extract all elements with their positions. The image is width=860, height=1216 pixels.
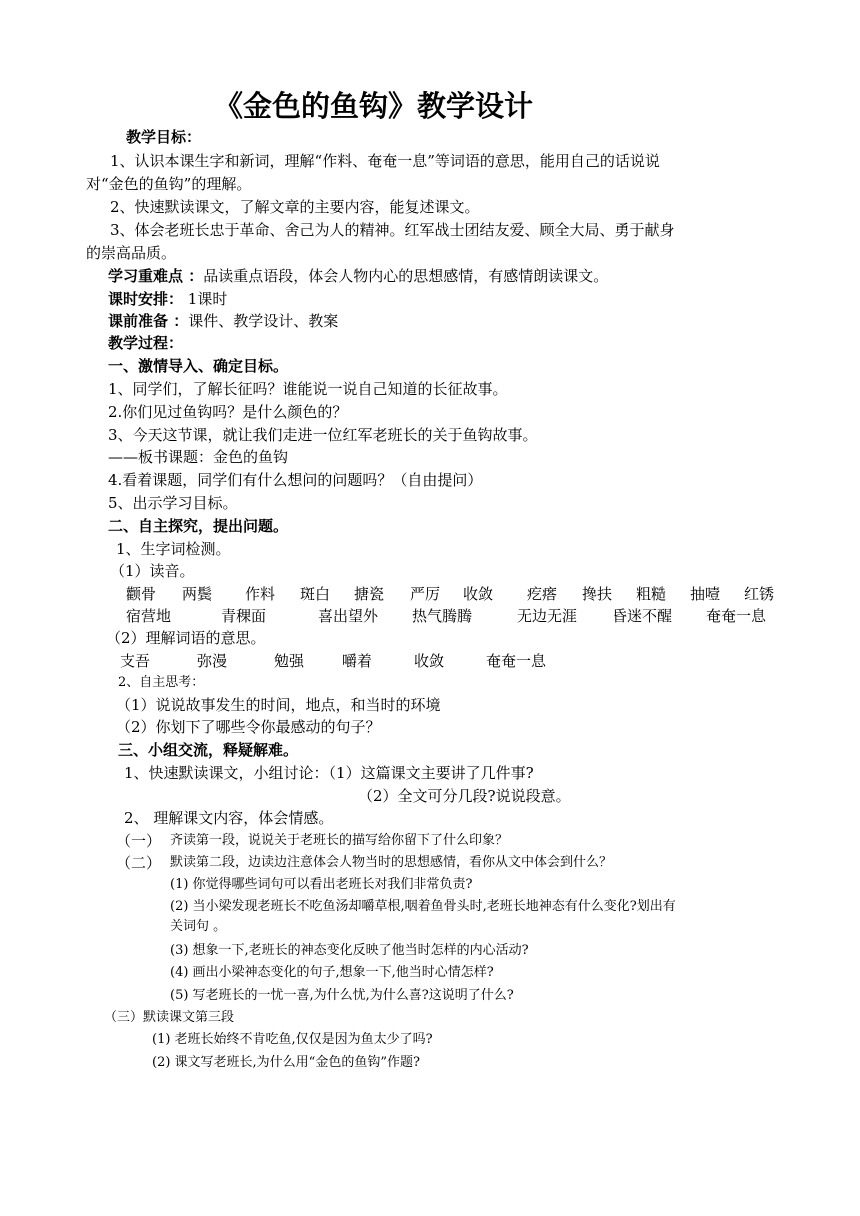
vocab-word: 收敛 xyxy=(414,652,445,670)
part-3-heading: 三、小组交流，释疑解难。 xyxy=(118,741,299,759)
vocab-word: 收敛 xyxy=(463,585,494,603)
vocab-word: 嚼着 xyxy=(342,652,373,670)
part-2-line-4: 2、自主思考： xyxy=(118,675,205,690)
section-1-text: 齐读第一段，说说关于老班长的描写给你留下了什么印象？ xyxy=(170,833,509,848)
vocab-word: 勉强 xyxy=(274,652,305,670)
goal-1-line-2: 对“金色的鱼钩”的理解。 xyxy=(86,175,252,193)
vocab-word: 热气腾腾 xyxy=(412,607,473,625)
focus-line xyxy=(108,265,608,287)
part-3-line-3: 2、 理解课文内容，体会情感。 xyxy=(124,809,334,827)
part-1-line-5: 4.看着课题，同学们有什么想问的问题吗？（自由提问） xyxy=(108,471,483,489)
hours-line xyxy=(108,288,227,310)
part-3-line-2: （2）全文可分几段?说说段意。 xyxy=(358,787,571,805)
prep-line xyxy=(108,310,338,332)
part-2-line-5: （1）说说故事发生的时间，地点，和当时的环境 xyxy=(116,696,441,714)
vocab-word: 抽噎 xyxy=(690,585,721,603)
vocab-word: 严厉 xyxy=(410,585,441,603)
vocab-word: 奄奄一息 xyxy=(486,652,547,670)
question-1: (1) 你觉得哪些词句可以看出老班长对我们非常负责? xyxy=(170,877,473,892)
section-2-label: （二） xyxy=(116,854,162,872)
hours-text: 1课时 xyxy=(183,290,228,308)
vocab-word: 宿营地 xyxy=(126,607,172,625)
part-2-heading: 二、自主探究，提出问题。 xyxy=(108,517,289,535)
vocab-word: 弥漫 xyxy=(197,652,228,670)
vocab-word: 无边无涯 xyxy=(517,607,578,625)
vocab-word: 红锈 xyxy=(744,585,775,603)
goal-2: 2、快速默读课文，了解文章的主要内容，能复述课文。 xyxy=(110,198,480,216)
vocab-word: 颧骨 xyxy=(126,585,157,603)
focus-text: 品读重点语段，体会人物内心的思想感情，有感情朗读课文。 xyxy=(203,267,609,285)
document-title: 《金色的鱼钩》教学设计 xyxy=(214,89,534,123)
part-2-line-2: （1）读音。 xyxy=(110,562,195,580)
vocab-word: 斑白 xyxy=(300,585,331,603)
reflection-2: (2) 课文写老班长,为什么用“金色的鱼钩”作题? xyxy=(152,1055,420,1070)
section-1-label: （一） xyxy=(116,832,162,850)
question-2-line-1: (2) 当小梁发现老班长不吃鱼汤却嚼草根,咽着鱼骨头时,老班长地神态有什么变化?划出有 xyxy=(170,899,676,914)
goal-3-line-1: 3、体会老班长忠于革命、舍己为人的精神。红军战士团结友爱、顾全大局、勇于献身 xyxy=(110,221,675,239)
hours-label: 课时安排： xyxy=(108,290,184,308)
vocab-word: 搪瓷 xyxy=(354,585,385,603)
part-1-line-6: 5、出示学习目标。 xyxy=(108,494,238,512)
vocab-word: 昏迷不醒 xyxy=(612,607,673,625)
part-2-line-6: （2）你划下了哪些令你最感动的句子？ xyxy=(116,718,381,736)
prep-label: 课前准备 ： xyxy=(108,312,189,330)
vocab-word: 作料 xyxy=(245,585,276,603)
question-4: (4) 画出小梁神态变化的句子,想象一下,他当时心情怎样? xyxy=(170,965,494,980)
vocab-word: 奄奄一息 xyxy=(706,607,767,625)
vocab-word: 搀扶 xyxy=(582,585,613,603)
section-2-text: 默读第二段，边读边注意体会人物当时的思想感情，看你从文中体会到什么？ xyxy=(170,855,613,870)
reflection-1: (1) 老班长始终不肯吃鱼,仅仅是因为鱼太少了吗? xyxy=(152,1032,433,1047)
process-heading: 教学过程： xyxy=(108,334,184,352)
question-2-line-2: 关词句 。 xyxy=(170,919,227,934)
vocab-word: 两鬓 xyxy=(182,585,213,603)
goal-1-line-1: 1、认识本课生字和新词，理解“作料、奄奄一息”等词语的意思，能用自己的话说说 xyxy=(110,152,660,170)
vocab-word: 喜出望外 xyxy=(318,607,379,625)
question-3: (3) 想象一下,老班长的神态变化反映了他当时怎样的内心活动? xyxy=(170,943,529,958)
vocab-word: 青稞面 xyxy=(221,607,267,625)
vocab-word: 疙瘩 xyxy=(527,585,558,603)
part-2-line-3: （2）理解词语的意思。 xyxy=(106,629,266,647)
prep-text: 课件、教学设计、教案 xyxy=(188,312,339,330)
question-5: (5) 写老班长的一忧一喜,为什么忧,为什么喜?这说明了什么? xyxy=(170,988,514,1003)
part-3-line-1: 1、快速默读课文，小组讨论：（1）这篇课文主要讲了几件事? xyxy=(124,764,534,782)
section-1 xyxy=(116,830,161,852)
part-1-line-2: 2.你们见过鱼钩吗？是什么颜色的？ xyxy=(108,403,348,421)
part-1-line-4: ——板书课题：金色的鱼钩 xyxy=(108,448,289,466)
goal-3-line-2: 的崇高品质。 xyxy=(86,244,177,262)
vocab-word: 支吾 xyxy=(120,652,151,670)
section-3: （三）默读课文第三段 xyxy=(104,1010,235,1025)
part-1-line-1: 1、同学们，了解长征吗？谁能说一说自己知道的长征故事。 xyxy=(108,380,508,398)
part-1-line-3: 3、今天这节课，就让我们走进一位红军老班长的关于鱼钩故事。 xyxy=(108,426,538,444)
part-1-heading: 一、激情导入、确定目标。 xyxy=(108,357,289,375)
section-2 xyxy=(116,852,161,874)
goals-heading: 教学目标： xyxy=(126,128,202,146)
focus-label: 学习重难点 ： xyxy=(108,267,204,285)
vocab-word: 粗糙 xyxy=(636,585,667,603)
part-2-line-1: 1、生字词检测。 xyxy=(116,540,231,558)
